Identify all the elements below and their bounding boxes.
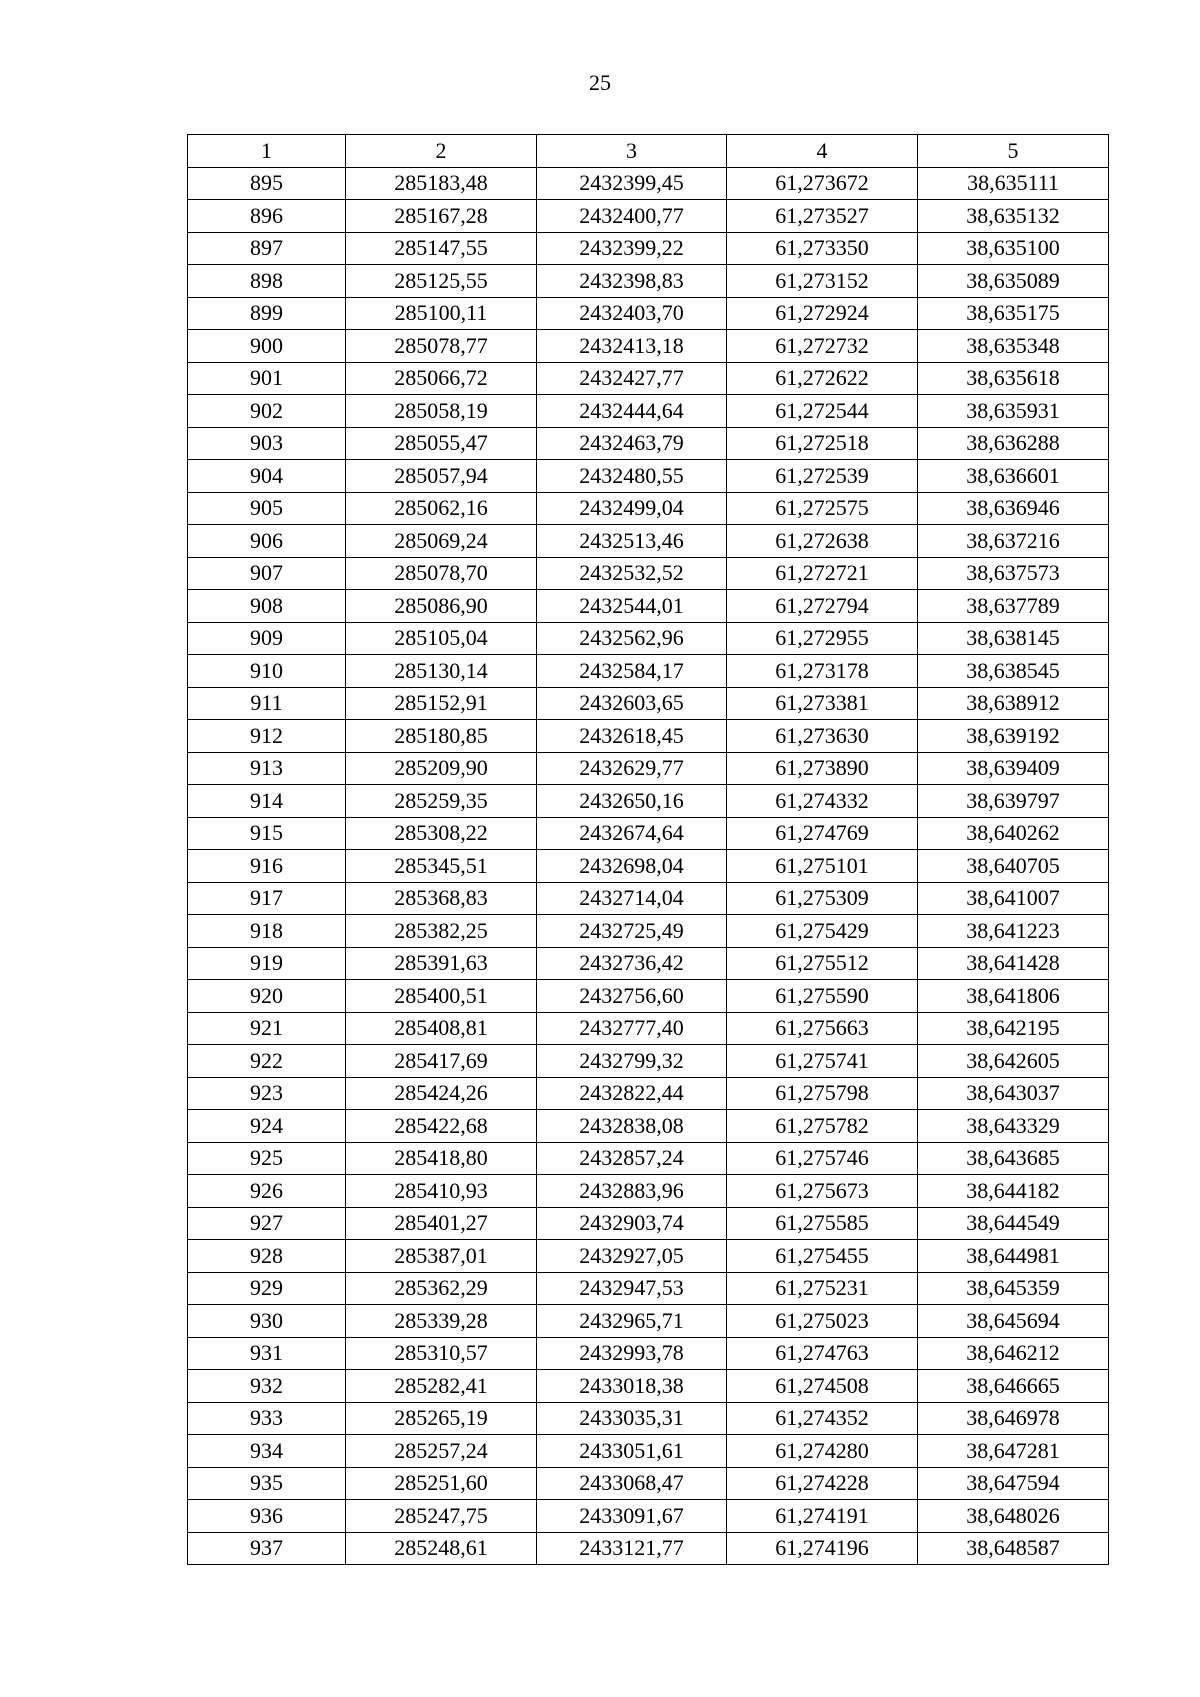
longitude-cell: 38,645694 (918, 1305, 1109, 1338)
point-number-cell: 913 (188, 752, 346, 785)
table-row (188, 882, 1109, 915)
table-row (188, 1175, 1109, 1208)
latitude-cell: 61,275101 (727, 850, 918, 883)
column-header-3: 3 (537, 135, 727, 168)
table-row (188, 362, 1109, 395)
table-row (188, 492, 1109, 525)
y-coordinate-cell: 2432927,05 (537, 1240, 727, 1273)
latitude-cell: 61,274196 (727, 1532, 918, 1565)
header-row (188, 135, 1109, 168)
point-number-cell: 911 (188, 687, 346, 720)
x-coordinate-cell: 285069,24 (346, 525, 537, 558)
longitude-cell: 38,643685 (918, 1142, 1109, 1175)
point-number-cell: 899 (188, 297, 346, 330)
y-coordinate-cell: 2432857,24 (537, 1142, 727, 1175)
x-coordinate-cell: 285062,16 (346, 492, 537, 525)
x-coordinate-cell: 285100,11 (346, 297, 537, 330)
longitude-cell: 38,636946 (918, 492, 1109, 525)
x-coordinate-cell: 285167,28 (346, 200, 537, 233)
x-coordinate-cell: 285282,41 (346, 1370, 537, 1403)
longitude-cell: 38,642605 (918, 1045, 1109, 1078)
longitude-cell: 38,644981 (918, 1240, 1109, 1273)
point-number-cell: 931 (188, 1337, 346, 1370)
table-body (188, 167, 1109, 1565)
latitude-cell: 61,272794 (727, 590, 918, 623)
point-number-cell: 903 (188, 427, 346, 460)
x-coordinate-cell: 285308,22 (346, 817, 537, 850)
point-number-cell: 935 (188, 1467, 346, 1500)
y-coordinate-cell: 2432544,01 (537, 590, 727, 623)
x-coordinate-cell: 285125,55 (346, 265, 537, 298)
longitude-cell: 38,635111 (918, 167, 1109, 200)
latitude-cell: 61,273630 (727, 720, 918, 753)
x-coordinate-cell: 285265,19 (346, 1402, 537, 1435)
longitude-cell: 38,635132 (918, 200, 1109, 233)
latitude-cell: 61,275585 (727, 1207, 918, 1240)
longitude-cell: 38,635618 (918, 362, 1109, 395)
table-row (188, 1337, 1109, 1370)
x-coordinate-cell: 285257,24 (346, 1435, 537, 1468)
table-row (188, 1435, 1109, 1468)
point-number-cell: 901 (188, 362, 346, 395)
table-row (188, 232, 1109, 265)
y-coordinate-cell: 2433018,38 (537, 1370, 727, 1403)
table-row (188, 720, 1109, 753)
x-coordinate-cell: 285152,91 (346, 687, 537, 720)
longitude-cell: 38,639797 (918, 785, 1109, 818)
y-coordinate-cell: 2432562,96 (537, 622, 727, 655)
longitude-cell: 38,641223 (918, 915, 1109, 948)
y-coordinate-cell: 2432400,77 (537, 200, 727, 233)
table-header (188, 135, 1109, 168)
y-coordinate-cell: 2432399,45 (537, 167, 727, 200)
longitude-cell: 38,648026 (918, 1500, 1109, 1533)
longitude-cell: 38,640705 (918, 850, 1109, 883)
x-coordinate-cell: 285424,26 (346, 1077, 537, 1110)
x-coordinate-cell: 285180,85 (346, 720, 537, 753)
longitude-cell: 38,644182 (918, 1175, 1109, 1208)
latitude-cell: 61,275741 (727, 1045, 918, 1078)
x-coordinate-cell: 285209,90 (346, 752, 537, 785)
x-coordinate-cell: 285418,80 (346, 1142, 537, 1175)
latitude-cell: 61,274191 (727, 1500, 918, 1533)
point-number-cell: 895 (188, 167, 346, 200)
table-row (188, 915, 1109, 948)
longitude-cell: 38,638912 (918, 687, 1109, 720)
longitude-cell: 38,638145 (918, 622, 1109, 655)
y-coordinate-cell: 2432413,18 (537, 330, 727, 363)
point-number-cell: 932 (188, 1370, 346, 1403)
x-coordinate-cell: 285078,70 (346, 557, 537, 590)
point-number-cell: 909 (188, 622, 346, 655)
longitude-cell: 38,641007 (918, 882, 1109, 915)
point-number-cell: 919 (188, 947, 346, 980)
x-coordinate-cell: 285387,01 (346, 1240, 537, 1273)
latitude-cell: 61,272544 (727, 395, 918, 428)
x-coordinate-cell: 285408,81 (346, 1012, 537, 1045)
point-number-cell: 906 (188, 525, 346, 558)
latitude-cell: 61,275673 (727, 1175, 918, 1208)
table-row (188, 1370, 1109, 1403)
longitude-cell: 38,648587 (918, 1532, 1109, 1565)
y-coordinate-cell: 2432444,64 (537, 395, 727, 428)
point-number-cell: 926 (188, 1175, 346, 1208)
longitude-cell: 38,642195 (918, 1012, 1109, 1045)
y-coordinate-cell: 2432736,42 (537, 947, 727, 980)
y-coordinate-cell: 2432947,53 (537, 1272, 727, 1305)
latitude-cell: 61,275782 (727, 1110, 918, 1143)
y-coordinate-cell: 2432725,49 (537, 915, 727, 948)
latitude-cell: 61,275590 (727, 980, 918, 1013)
point-number-cell: 937 (188, 1532, 346, 1565)
y-coordinate-cell: 2432603,65 (537, 687, 727, 720)
point-number-cell: 923 (188, 1077, 346, 1110)
x-coordinate-cell: 285422,68 (346, 1110, 537, 1143)
longitude-cell: 38,639192 (918, 720, 1109, 753)
latitude-cell: 61,275512 (727, 947, 918, 980)
x-coordinate-cell: 285401,27 (346, 1207, 537, 1240)
x-coordinate-cell: 285057,94 (346, 460, 537, 493)
longitude-cell: 38,638545 (918, 655, 1109, 688)
y-coordinate-cell: 2432650,16 (537, 785, 727, 818)
x-coordinate-cell: 285345,51 (346, 850, 537, 883)
point-number-cell: 900 (188, 330, 346, 363)
latitude-cell: 61,274332 (727, 785, 918, 818)
point-number-cell: 904 (188, 460, 346, 493)
x-coordinate-cell: 285400,51 (346, 980, 537, 1013)
y-coordinate-cell: 2432584,17 (537, 655, 727, 688)
y-coordinate-cell: 2432403,70 (537, 297, 727, 330)
table-row (188, 1110, 1109, 1143)
y-coordinate-cell: 2432674,64 (537, 817, 727, 850)
latitude-cell: 61,273890 (727, 752, 918, 785)
y-coordinate-cell: 2432756,60 (537, 980, 727, 1013)
point-number-cell: 920 (188, 980, 346, 1013)
latitude-cell: 61,275429 (727, 915, 918, 948)
y-coordinate-cell: 2433068,47 (537, 1467, 727, 1500)
longitude-cell: 38,646212 (918, 1337, 1109, 1370)
latitude-cell: 61,274769 (727, 817, 918, 850)
table-row (188, 1142, 1109, 1175)
y-coordinate-cell: 2432399,22 (537, 232, 727, 265)
y-coordinate-cell: 2432480,55 (537, 460, 727, 493)
table-row (188, 785, 1109, 818)
longitude-cell: 38,635175 (918, 297, 1109, 330)
latitude-cell: 61,273350 (727, 232, 918, 265)
column-header-4: 4 (727, 135, 918, 168)
latitude-cell: 61,272638 (727, 525, 918, 558)
x-coordinate-cell: 285362,29 (346, 1272, 537, 1305)
latitude-cell: 61,274508 (727, 1370, 918, 1403)
table-row (188, 850, 1109, 883)
x-coordinate-cell: 285248,61 (346, 1532, 537, 1565)
y-coordinate-cell: 2433091,67 (537, 1500, 727, 1533)
table-row (188, 1467, 1109, 1500)
longitude-cell: 38,641428 (918, 947, 1109, 980)
table-row (188, 265, 1109, 298)
longitude-cell: 38,640262 (918, 817, 1109, 850)
latitude-cell: 61,275455 (727, 1240, 918, 1273)
table-row (188, 460, 1109, 493)
table-row (188, 752, 1109, 785)
column-header-1: 1 (188, 135, 346, 168)
point-number-cell: 925 (188, 1142, 346, 1175)
x-coordinate-cell: 285417,69 (346, 1045, 537, 1078)
table-row (188, 395, 1109, 428)
latitude-cell: 61,272924 (727, 297, 918, 330)
table-row (188, 1272, 1109, 1305)
point-number-cell: 915 (188, 817, 346, 850)
longitude-cell: 38,646978 (918, 1402, 1109, 1435)
point-number-cell: 907 (188, 557, 346, 590)
table-row (188, 557, 1109, 590)
latitude-cell: 61,272721 (727, 557, 918, 590)
longitude-cell: 38,643329 (918, 1110, 1109, 1143)
point-number-cell: 924 (188, 1110, 346, 1143)
latitude-cell: 61,272575 (727, 492, 918, 525)
point-number-cell: 917 (188, 882, 346, 915)
x-coordinate-cell: 285247,75 (346, 1500, 537, 1533)
point-number-cell: 914 (188, 785, 346, 818)
latitude-cell: 61,273527 (727, 200, 918, 233)
latitude-cell: 61,273178 (727, 655, 918, 688)
table-row (188, 980, 1109, 1013)
table-row (188, 427, 1109, 460)
table-row (188, 687, 1109, 720)
point-number-cell: 921 (188, 1012, 346, 1045)
y-coordinate-cell: 2432965,71 (537, 1305, 727, 1338)
longitude-cell: 38,647281 (918, 1435, 1109, 1468)
point-number-cell: 929 (188, 1272, 346, 1305)
x-coordinate-cell: 285066,72 (346, 362, 537, 395)
table-row (188, 622, 1109, 655)
longitude-cell: 38,646665 (918, 1370, 1109, 1403)
y-coordinate-cell: 2433051,61 (537, 1435, 727, 1468)
y-coordinate-cell: 2432714,04 (537, 882, 727, 915)
latitude-cell: 61,275023 (727, 1305, 918, 1338)
x-coordinate-cell: 285058,19 (346, 395, 537, 428)
table-row (188, 1305, 1109, 1338)
y-coordinate-cell: 2432398,83 (537, 265, 727, 298)
table-row (188, 297, 1109, 330)
longitude-cell: 38,645359 (918, 1272, 1109, 1305)
latitude-cell: 61,272732 (727, 330, 918, 363)
point-number-cell: 933 (188, 1402, 346, 1435)
table-row (188, 1240, 1109, 1273)
y-coordinate-cell: 2433121,77 (537, 1532, 727, 1565)
y-coordinate-cell: 2432883,96 (537, 1175, 727, 1208)
table-row (188, 167, 1109, 200)
point-number-cell: 905 (188, 492, 346, 525)
x-coordinate-cell: 285183,48 (346, 167, 537, 200)
longitude-cell: 38,644549 (918, 1207, 1109, 1240)
latitude-cell: 61,275746 (727, 1142, 918, 1175)
longitude-cell: 38,643037 (918, 1077, 1109, 1110)
latitude-cell: 61,273152 (727, 265, 918, 298)
y-coordinate-cell: 2432698,04 (537, 850, 727, 883)
point-number-cell: 912 (188, 720, 346, 753)
y-coordinate-cell: 2432532,52 (537, 557, 727, 590)
table-row (188, 1045, 1109, 1078)
longitude-cell: 38,647594 (918, 1467, 1109, 1500)
x-coordinate-cell: 285339,28 (346, 1305, 537, 1338)
latitude-cell: 61,275798 (727, 1077, 918, 1110)
x-coordinate-cell: 285259,35 (346, 785, 537, 818)
table-row (188, 330, 1109, 363)
table-row (188, 1012, 1109, 1045)
longitude-cell: 38,636601 (918, 460, 1109, 493)
x-coordinate-cell: 285310,57 (346, 1337, 537, 1370)
x-coordinate-cell: 285368,83 (346, 882, 537, 915)
longitude-cell: 38,635931 (918, 395, 1109, 428)
latitude-cell: 61,274352 (727, 1402, 918, 1435)
y-coordinate-cell: 2432777,40 (537, 1012, 727, 1045)
latitude-cell: 61,274228 (727, 1467, 918, 1500)
point-number-cell: 910 (188, 655, 346, 688)
point-number-cell: 936 (188, 1500, 346, 1533)
latitude-cell: 61,274280 (727, 1435, 918, 1468)
longitude-cell: 38,635348 (918, 330, 1109, 363)
x-coordinate-cell: 285130,14 (346, 655, 537, 688)
point-number-cell: 908 (188, 590, 346, 623)
latitude-cell: 61,272955 (727, 622, 918, 655)
y-coordinate-cell: 2432799,32 (537, 1045, 727, 1078)
y-coordinate-cell: 2432629,77 (537, 752, 727, 785)
point-number-cell: 934 (188, 1435, 346, 1468)
y-coordinate-cell: 2432499,04 (537, 492, 727, 525)
latitude-cell: 61,274763 (727, 1337, 918, 1370)
latitude-cell: 61,275309 (727, 882, 918, 915)
coordinates-table (187, 134, 1109, 1565)
table-row (188, 1207, 1109, 1240)
y-coordinate-cell: 2432822,44 (537, 1077, 727, 1110)
latitude-cell: 61,275663 (727, 1012, 918, 1045)
y-coordinate-cell: 2432903,74 (537, 1207, 727, 1240)
table-row (188, 590, 1109, 623)
x-coordinate-cell: 285086,90 (346, 590, 537, 623)
latitude-cell: 61,272622 (727, 362, 918, 395)
point-number-cell: 930 (188, 1305, 346, 1338)
point-number-cell: 918 (188, 915, 346, 948)
table-row (188, 947, 1109, 980)
point-number-cell: 922 (188, 1045, 346, 1078)
table-row (188, 655, 1109, 688)
table-row (188, 1532, 1109, 1565)
table-row (188, 525, 1109, 558)
y-coordinate-cell: 2432618,45 (537, 720, 727, 753)
latitude-cell: 61,272518 (727, 427, 918, 460)
y-coordinate-cell: 2432993,78 (537, 1337, 727, 1370)
point-number-cell: 916 (188, 850, 346, 883)
x-coordinate-cell: 285147,55 (346, 232, 537, 265)
y-coordinate-cell: 2432463,79 (537, 427, 727, 460)
point-number-cell: 896 (188, 200, 346, 233)
longitude-cell: 38,637216 (918, 525, 1109, 558)
x-coordinate-cell: 285078,77 (346, 330, 537, 363)
longitude-cell: 38,639409 (918, 752, 1109, 785)
table-row (188, 1402, 1109, 1435)
x-coordinate-cell: 285391,63 (346, 947, 537, 980)
column-header-5: 5 (918, 135, 1109, 168)
point-number-cell: 927 (188, 1207, 346, 1240)
latitude-cell: 61,273672 (727, 167, 918, 200)
page-number: 25 (589, 70, 611, 95)
y-coordinate-cell: 2432513,46 (537, 525, 727, 558)
latitude-cell: 61,275231 (727, 1272, 918, 1305)
longitude-cell: 38,636288 (918, 427, 1109, 460)
x-coordinate-cell: 285251,60 (346, 1467, 537, 1500)
point-number-cell: 898 (188, 265, 346, 298)
point-number-cell: 928 (188, 1240, 346, 1273)
column-header-2: 2 (346, 135, 537, 168)
longitude-cell: 38,637789 (918, 590, 1109, 623)
y-coordinate-cell: 2433035,31 (537, 1402, 727, 1435)
y-coordinate-cell: 2432427,77 (537, 362, 727, 395)
x-coordinate-cell: 285105,04 (346, 622, 537, 655)
latitude-cell: 61,273381 (727, 687, 918, 720)
y-coordinate-cell: 2432838,08 (537, 1110, 727, 1143)
longitude-cell: 38,635100 (918, 232, 1109, 265)
longitude-cell: 38,641806 (918, 980, 1109, 1013)
longitude-cell: 38,635089 (918, 265, 1109, 298)
latitude-cell: 61,272539 (727, 460, 918, 493)
point-number-cell: 897 (188, 232, 346, 265)
table-row (188, 817, 1109, 850)
point-number-cell: 902 (188, 395, 346, 428)
x-coordinate-cell: 285382,25 (346, 915, 537, 948)
x-coordinate-cell: 285410,93 (346, 1175, 537, 1208)
x-coordinate-cell: 285055,47 (346, 427, 537, 460)
longitude-cell: 38,637573 (918, 557, 1109, 590)
table-row (188, 1077, 1109, 1110)
table-row (188, 1500, 1109, 1533)
table-row (188, 200, 1109, 233)
